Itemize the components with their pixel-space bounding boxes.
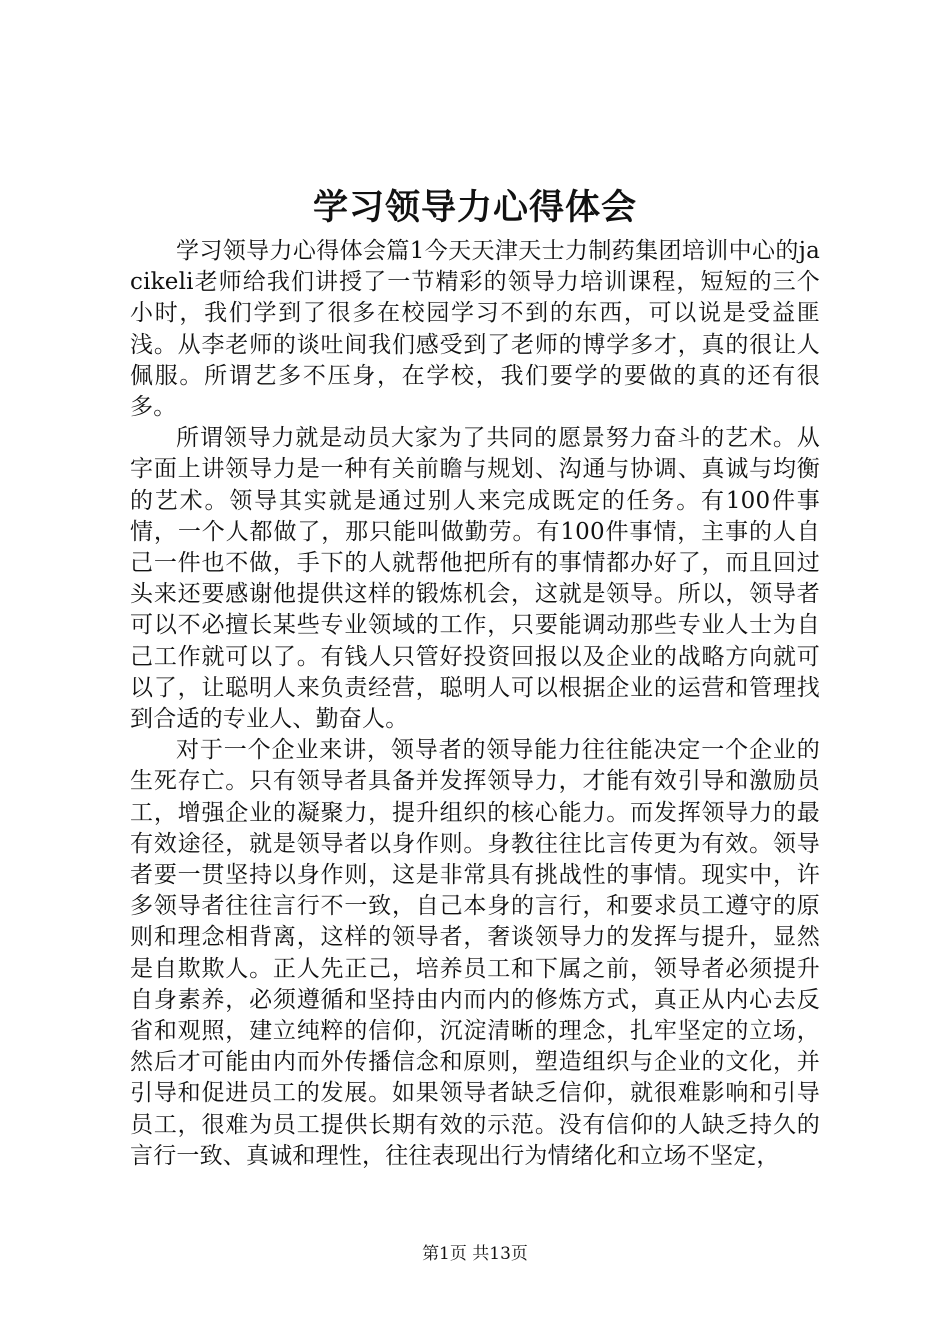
page-title: 学习领导力心得体会 <box>312 187 637 228</box>
paragraph-2: 所谓领导力就是动员大家为了共同的愿景努力奋斗的艺术。从字面上讲领导力是一种有关前瞻与规划、沟通与协调、真诚与均衡的艺术。领导其实就是通过别人来完成既定的任务。有100件事情，一个人都做了，那只能叫做勤劳。有100件事情，主事的人自己一件也不做，手下的人就帮他把所有的事情都办好了，而且回过头来还要感谢他提供这样的锻炼机会，这就是领导。所以，领导者可以不必擅长某些专业领域的工作，只要能调动那些专业人士为自己工作就可以了。有钱人只管好投资回报以及企业的战略方向就可以了，让聪明人来负责经营，聪明人可以根据企业的运营和管理找到合适的专业人、勤奋人。 <box>130 425 820 733</box>
document-body <box>130 236 820 1172</box>
paragraph-3: 对于一个企业来讲，领导者的领导能力往往能决定一个企业的生死存亡。只有领导者具备并发挥领导力，才能有效引导和激励员工，增强企业的凝聚力，提升组织的核心能力。而发挥领导力的最有效途径，就是领导者以身作则。身教往往比言传更为有效。领导者要一贯坚持以身作则，这是非常具有挑战性的事情。现实中，许多领导者往往言行不一致，自己本身的言行，和要求员工遵守的原则和理念相背离，这样的领导者，奢谈领导力的发挥与提升，显然是自欺欺人。正人先正己，培养员工和下属之前，领导者必须提升自身素养，必须遵循和坚持由内而内的修炼方式，真正从内心去反省和观照，建立纯粹的信仰，沉淀清晰的理念，扎牢坚定的立场，然后才可能由内而外传播信念和原则，塑造组织与企业的文化，并引导和促进员工的发展。如果领导者缺乏信仰，就很难影响和引导员工，很难为员工提供长期有效的示范。没有信仰的人缺乏持久的言行一致、真诚和理性，往往表现出行为情绪化和立场不坚定， <box>130 737 820 1169</box>
page-total: 共13页 <box>472 1244 528 1264</box>
page-number: 第1页 <box>422 1244 467 1264</box>
paragraph-1: 学习领导力心得体会篇1今天天津天士力制药集团培训中心的jacikeli老师给我们讲授了一节精彩的领导力培训课程，短短的三个小时，我们学到了很多在校园学习不到的东西，可以说是受益匪浅。从李老师的谈吐间我们感受到了老师的博学多才，真的很让人佩服。所谓艺多不压身，在学校，我们要学的要做的真的还有很多。 <box>130 238 820 421</box>
page-footer <box>0 1242 950 1266</box>
